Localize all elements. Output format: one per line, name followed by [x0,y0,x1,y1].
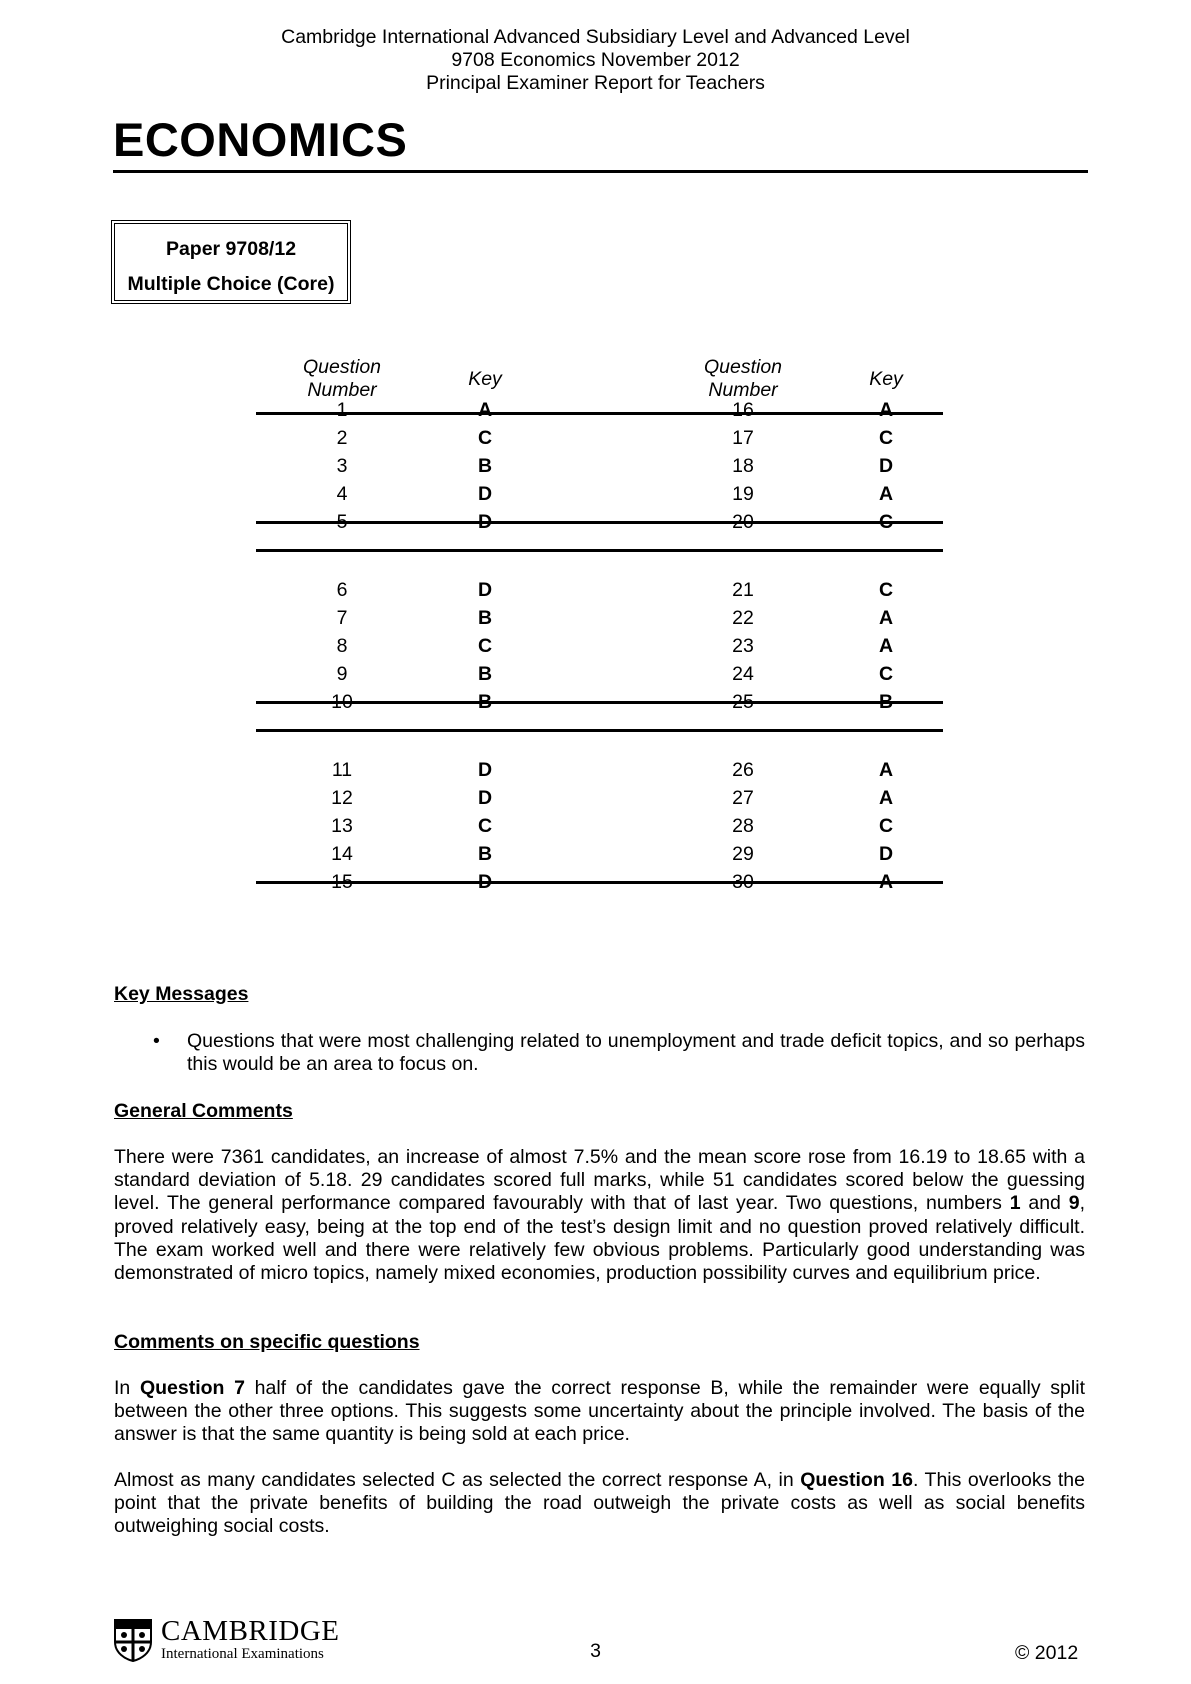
question-number-cell: 13 [331,815,353,837]
answer-key-cell: B [477,455,493,477]
question-number-cell: 26 [732,759,754,781]
key-messages-heading: Key Messages [114,983,249,1005]
question-16-comment: Almost as many candidates selected C as selected the correct response A, in Question 16. This overlooks the point that the private benefits of building the road outweigh the private costs as well as social benefits outweighing social costs. [114,1469,1085,1538]
header-key-2: Key [869,368,903,390]
question-number-cell: 17 [732,427,754,449]
answer-key-cell: C [878,579,894,601]
paper-box [111,220,351,304]
table-row [256,511,943,541]
answer-key-cell: A [878,607,894,629]
page-title: ECONOMICS [113,113,408,166]
answer-key-cell: C [878,815,894,837]
table-row [256,399,943,429]
answer-key-cell: A [477,399,493,421]
table-row [256,787,943,817]
question-number-cell: 9 [336,663,348,685]
question-number-cell: 23 [732,635,754,657]
question-number-cell: 4 [336,483,348,505]
header-question-number-2: Question Number [703,356,783,401]
page-number: 3 [590,1640,601,1662]
question-number-cell: 5 [336,511,348,533]
table-row [256,455,943,485]
header-line-3: Principal Examiner Report for Teachers [426,72,765,94]
answer-key-cell: D [477,511,493,533]
table-rule [256,729,943,732]
table-row [256,871,943,901]
answer-key-cell: C [477,635,493,657]
answer-key-cell: A [878,635,894,657]
answer-key-cell: C [477,815,493,837]
answer-key-cell: B [477,607,493,629]
answer-key-cell: D [878,843,894,865]
question-number-cell: 16 [732,399,754,421]
bullet-icon: • [153,1030,160,1052]
answer-key-cell: B [878,691,894,713]
table-row [256,843,943,873]
question-number-cell: 25 [732,691,754,713]
general-comments-text: There were 7361 candidates, an increase of almost 7.5% and the mean score rose from 16.19 to 18.65 with a standard deviation of 5.18. 29 candidates scored full marks, while 51 candidates scored below the guessing level. The general performance compared favourably with that of last year. Two questions, numbers 1 and 9, proved relatively easy, being at the top end of the test’s design limit and no question proved relatively difficult. The exam worked well and there were relatively few obvious problems. Particularly good understanding was demonstrated of micro topics, namely mixed economies, production possibility curves and equilibrium price. [114,1146,1085,1285]
table-row [256,663,943,693]
question-number-cell: 22 [732,607,754,629]
specific-comments-heading: Comments on specific questions [114,1331,420,1353]
answer-key-cell: A [878,399,894,421]
question-number-cell: 2 [336,427,348,449]
answer-key-cell: D [477,871,493,893]
answer-key-cell: A [878,759,894,781]
question-number-cell: 11 [331,759,353,781]
answer-key-cell: C [878,663,894,685]
table-row [256,691,943,721]
question-number-cell: 30 [732,871,754,893]
answer-key-cell: C [878,511,894,533]
answer-key-cell: B [477,663,493,685]
question-number-cell: 27 [732,787,754,809]
header-line-1: Cambridge International Advanced Subsidiary Level and Advanced Level [281,26,910,48]
question-number-cell: 8 [336,635,348,657]
title-rule [113,170,1088,173]
question-number-cell: 6 [336,579,348,601]
question-number-cell: 3 [336,455,348,477]
question-number-cell: 14 [331,843,353,865]
table-row [256,815,943,845]
header-question-number-1: Question Number [302,356,382,401]
header-line-2: 9708 Economics November 2012 [451,49,740,71]
table-row [256,483,943,513]
question-number-cell: 19 [732,483,754,505]
answer-key-cell: D [477,759,493,781]
question-number-cell: 12 [331,787,353,809]
question-number-cell: 24 [732,663,754,685]
answer-key-cell: D [477,483,493,505]
answer-key-cell: B [477,843,493,865]
general-comments-heading: General Comments [114,1100,293,1122]
table-row [256,579,943,609]
answer-key-cell: D [477,787,493,809]
question-number-cell: 29 [732,843,754,865]
table-row [256,759,943,789]
question-number-cell: 20 [732,511,754,533]
answer-key-cell: C [477,427,493,449]
table-row [256,427,943,457]
answer-key-cell: A [878,871,894,893]
paper-code: Paper 9708/12 [165,238,297,260]
answer-key-cell: B [477,691,493,713]
table-rule [256,549,943,552]
question-number-cell: 10 [331,691,353,713]
report-header [0,26,1191,95]
answer-key-cell: A [878,483,894,505]
question-number-cell: 18 [732,455,754,477]
key-message-bullet: Questions that were most challenging related to unemployment and trade deficit topics, and so perhaps this would be an area to focus on. [187,1030,1085,1076]
table-row [256,635,943,665]
answer-key-cell: A [878,787,894,809]
copyright: © 2012 [1015,1642,1079,1664]
table-row [256,607,943,637]
question-number-cell: 1 [336,399,348,421]
answer-key-cell: C [878,427,894,449]
question-7-comment: In Question 7 half of the candidates gave the correct response B, while the remainder were equally split between the other three options. This suggests some uncertainty about the principle involved. The basis of the answer is that the same quantity is being sold at each price. [114,1377,1085,1446]
header-key-1: Key [468,368,502,390]
question-number-cell: 21 [732,579,754,601]
logo-subtitle: International Examinations [161,1646,324,1662]
question-number-cell: 7 [336,607,348,629]
paper-type: Multiple Choice (Core) [127,273,335,295]
answer-key-cell: D [878,455,894,477]
logo-name: CAMBRIDGE [161,1615,340,1647]
answer-key-cell: D [477,579,493,601]
question-number-cell: 28 [732,815,754,837]
question-number-cell: 15 [331,871,353,893]
